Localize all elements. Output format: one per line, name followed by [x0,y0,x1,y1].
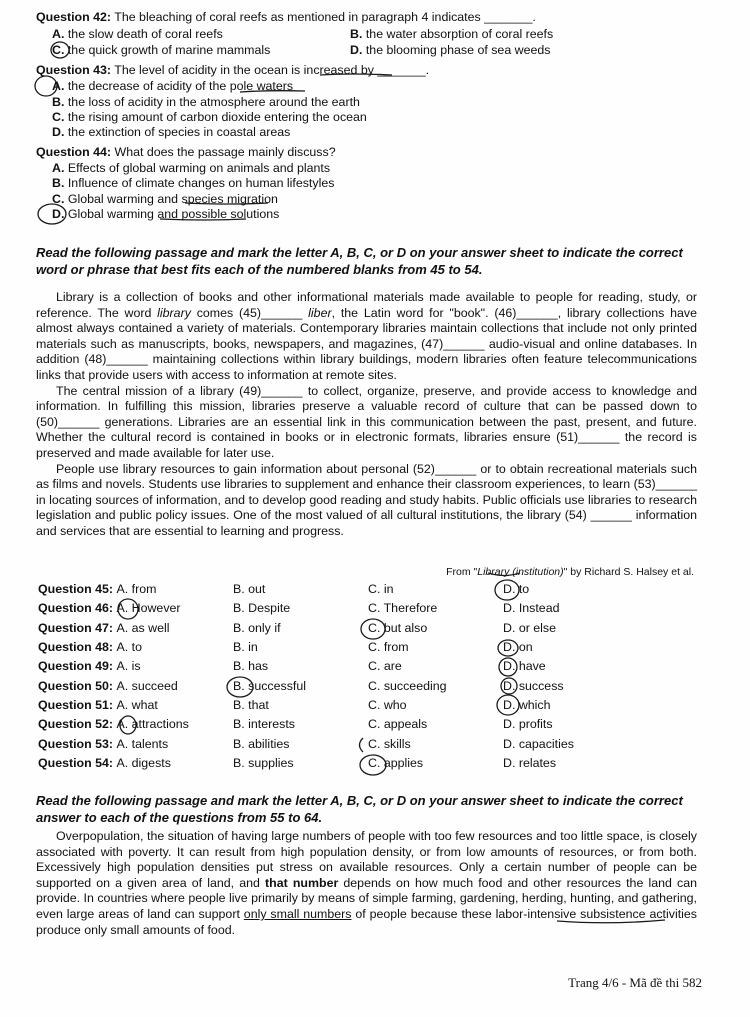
answer-option-d: D. Instead [503,601,560,615]
answer-option-c: C. applies [368,756,424,770]
option-43-b: B. the loss of acidity in the atmosphere around the earth [52,95,360,109]
answer-option-b: B. that [233,698,269,712]
answer-row-question [38,582,156,596]
answer-row-question [38,756,171,770]
answer-option-b: B. Despite [233,601,291,615]
answer-option-b: B. supplies [233,756,294,770]
option-42-d: D. the blooming phase of sea weeds [350,43,551,57]
answer-option-b: B. interests [233,717,295,731]
question-43-stem: Question 43: The level of acidity in the ocean is increased by _______. [36,63,430,77]
option-44-b: B. Influence of climate changes on human lifestyles [52,176,335,190]
answer-option-b: B. has [233,659,269,673]
answer-row-question [38,601,181,615]
answer-option-c: C. in [368,582,394,596]
answer-option-a: A. However [116,601,181,615]
page-footer: Trang 4/6 - Mã đề thi 582 [568,975,702,990]
answer-option-b: B. out [233,582,266,596]
answer-option-a: A. digests [116,756,171,770]
answer-row-question [38,737,168,751]
option-42-a: A. the slow death of coral reefs [52,27,223,41]
question-number: Question 52: [38,717,114,731]
option-43-a: A. the decrease of acidity of the pole waters [52,79,294,93]
answer-option-a: A. is [116,659,141,673]
option-42-c: C. the quick growth of marine mammals [52,43,271,57]
option-44-a: A. Effects of global warming on animals and plants [52,161,331,175]
answer-option-c: C. skills [368,737,411,751]
answer-option-a: A. attractions [116,717,189,731]
answer-option-d: D. which [503,698,551,712]
question-44 [36,145,336,160]
question-43 [36,63,429,78]
arc-mark-53c [360,738,364,752]
instruction-45-54: Read the following passage and mark the letter A, B, C, or D on your answer sheet to indicate the correct word or phrase that best fits each of the numbered blanks from 45 to 54. [36,245,683,277]
answer-option-d: D. to [503,582,530,596]
option-42-b: B. the water absorption of coral reefs [350,27,554,41]
library-passage [36,290,697,540]
question-number: Question 53: [38,737,114,751]
answer-option-d: D. or else [503,621,557,635]
answer-option-b: B. successful [233,679,306,693]
answer-option-a: A. what [116,698,158,712]
answer-option-a: A. to [116,640,142,654]
library-paragraph-3: People use library resources to gain information about personal (52)______ or to obtain recreational materials such as films and novels. Students use libraries to supplement and enhance their classroom experiences, to learn (53)______ in locating sources of information, and to develop good reading and study habits. Public officials use libraries to research legislation and public policy issues. One of the most valued of all cultural institutions, the library (54) ______ information and services that are essential to learning and progress. [36,461,697,538]
answer-option-c: C. appeals [368,717,428,731]
instruction-55-64: Read the following passage and mark the letter A, B, C, or D on your answer sheet to indicate the correct answer to each of the questions from 55 to 64. [36,793,683,825]
answer-row-question [38,659,141,673]
option-44-c: C. Global warming and species migration [52,192,278,206]
answer-option-a: A. succeed [116,679,178,693]
answer-row-question [38,698,158,712]
question-number: Question 49: [38,659,114,673]
question-44-stem: Question 44: What does the passage mainly discuss? [36,145,336,159]
question-number: Question 54: [38,756,114,770]
answer-option-b: B. only if [233,621,281,635]
question-42 [36,10,536,25]
answer-option-c: C. are [368,659,402,673]
question-number: Question 47: [38,621,114,635]
answer-option-d: D. capacities [503,737,574,751]
answer-row-question [38,717,189,731]
answer-row-question [38,621,170,635]
answer-option-c: C. but also [368,621,428,635]
answer-option-a: A. talents [116,737,169,751]
question-number: Question 45: [38,582,114,596]
answer-option-d: D. have [503,659,546,673]
answer-option-c: C. succeeding [368,679,447,693]
question-42-stem: Question 42: The bleaching of coral reefs as mentioned in paragraph 4 indicates _______. [36,10,536,24]
answer-option-c: C. who [368,698,407,712]
option-44-d: D. Global warming and possible solutions [52,207,280,221]
library-paragraph-2: The central mission of a library (49)______ to collect, organize, preserve, and provide access to knowledge and information. In fulfilling this mission, libraries preserve a valuable record of culture that can be passed down to (50)______ generations. Libraries are an essential link in this communication between the past, present, and future. Whether the cultural record is contained in books or in electronic formats, libraries ensure (51)______ the record is preserved and made available for later use. [36,383,697,460]
answer-option-c: C. Therefore [368,601,438,615]
overpopulation-paragraph: Overpopulation, the situation of having large numbers of people with too few resources and too little space, is closely associated with poverty. It can result from high population density, or from low amounts of resources, or from both. Excessively high population densities put stress on available resources. Only a certain number of people can be supported on a given area of land, and that number depends on how much food and other resources the land can provide. In countries where people live primarily by means of simple farming, gardening, herding, hunting, and gathering, even large areas of land can support only small numbers of people because these labor-intensive subsistence activities produce only small amounts of food. [36,829,697,937]
option-43-c: C. the rising amount of carbon dioxide entering the ocean [52,110,367,124]
answer-option-d: D. relates [503,756,557,770]
answer-option-b: B. in [233,640,258,654]
answer-row-question [38,679,178,693]
question-number: Question 48: [38,640,114,654]
answer-option-b: B. abilities [233,737,290,751]
library-paragraph-1: Library is a collection of books and other informational materials made available to people for reading, study, or reference. The word library comes (45)______ liber, the Latin word for "book". (46)______, library collections have almost always contained a variety of materials. Contemporary libraries maintain collections that include not only printed materials such as manuscripts, books, newspapers, and magazines, (47)______ audio-visual and online databases. In addition (48)______ maintaining collections within library buildings, modern libraries often feature telecommunications links that provide users with access to information at remote sites. [36,290,697,382]
answer-option-d: D. success [503,679,564,693]
question-number: Question 50: [38,679,114,693]
answer-option-d: D. on [503,640,533,654]
option-43-d: D. the extinction of species in coastal areas [52,125,291,139]
question-number: Question 46: [38,601,114,615]
answer-option-a: A. from [116,582,157,596]
answer-row-question [38,640,142,654]
passage-source: From "Library (institution)" by Richard S. Halsey et al. [446,566,694,578]
answer-option-a: A. as well [116,621,170,635]
question-number: Question 51: [38,698,114,712]
answer-option-d: D. profits [503,717,553,731]
overpopulation-passage [36,829,697,938]
answer-option-c: C. from [368,640,409,654]
